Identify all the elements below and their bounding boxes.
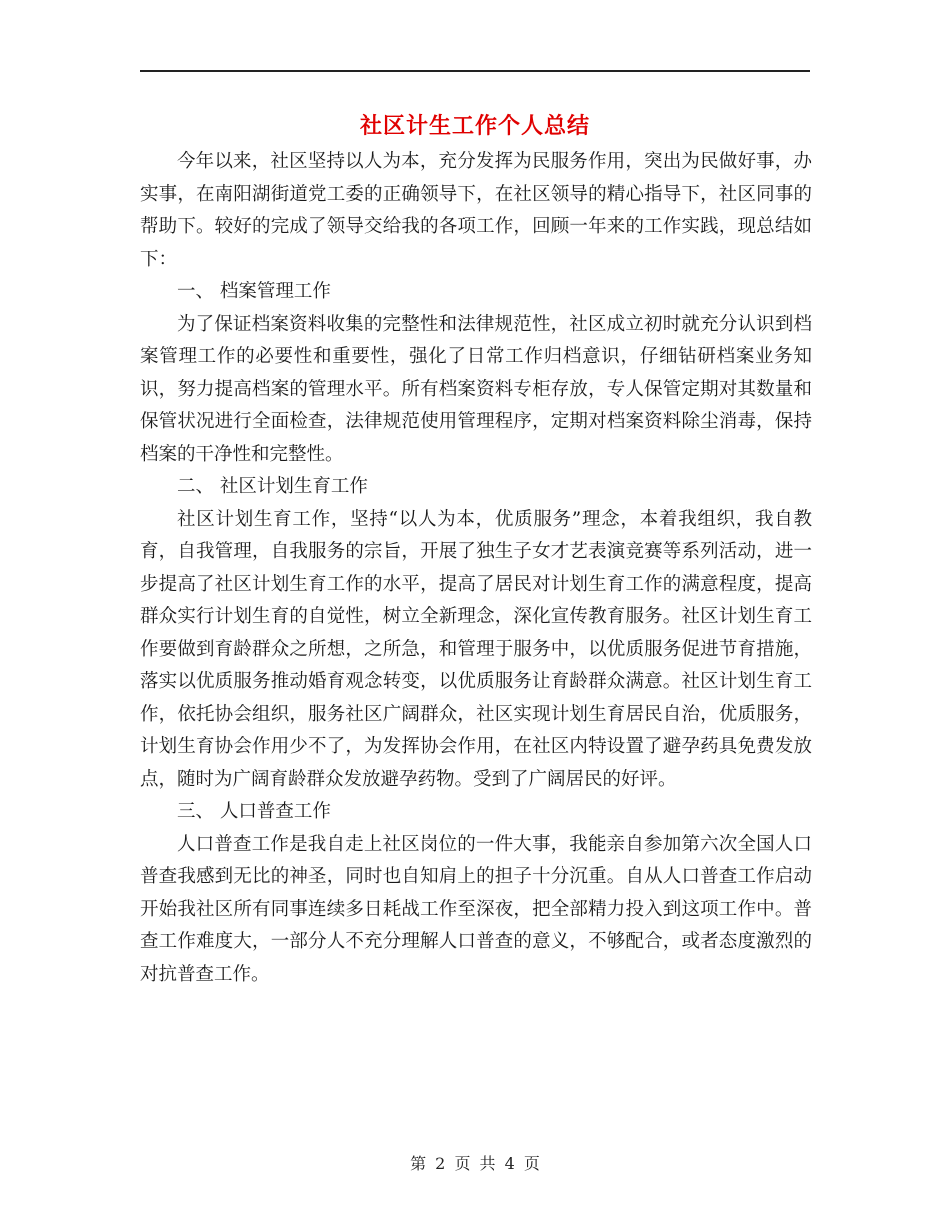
header-rule <box>140 70 810 72</box>
paragraph-census: 人口普查工作是我自走上社区岗位的一件大事，我能亲自参加第六次全国人口普查我感到无比的神圣，同时也自知肩上的担子十分沉重。自从人口普查工作启动开始我社区所有同事连续多日耗战工作至深夜，把全部精力投入到这项工作中。普查工作难度大，一部分人不充分理解人口普查的意义，不够配合，或者态度激烈的对抗普查工作。 <box>140 833 812 985</box>
paragraph-archives: 为了保证档案资料收集的完整性和法律规范性，社区成立初时就充分认识到档案管理工作的必要性和重要性，强化了日常工作归档意识，仔细钻研档案业务知识，努力提高档案的管理水平。所有档案资料专柜存放，专人保管定期对其数量和保管状况进行全面检查，法律规范使用管理程序，定期对档案资料除尘消毒，保持档案的干净性和完整性。 <box>140 313 812 465</box>
document-title: 社区计生工作个人总结 <box>359 113 590 139</box>
section-heading-archives: 一、 档案管理工作 <box>177 281 331 302</box>
section-heading-family-planning: 二、 社区计划生育工作 <box>177 476 368 497</box>
page-number-footer: 第 2 页 共 4 页 <box>410 1154 540 1173</box>
paragraph-family-planning: 社区计划生育工作，坚持“以人为本，优质服务”理念，本着我组织，我自教育，自我管理，自我服务的宗旨，开展了独生子女才艺表演竞赛等系列活动，进一步提高了社区计划生育工作的水平，提高了居民对计划生育工作的满意程度，提高群众实行计划生育的自觉性，树立全新理念，深化宣传教育服务。社区计划生育工作要做到育龄群众之所想，之所急，和管理于服务中，以优质服务促进节育措施，落实以优质服务推动婚育观念转变，以优质服务让育龄群众满意。社区计划生育工作，依托协会组织，服务社区广阔群众，社区实现计划生育居民自治，优质服务，计划生育协会作用少不了，为发挥协会作用，在社区内特设置了避孕药具免费发放点，随时为广阔育龄群众发放避孕药物。受到了广阔居民的好评。 <box>140 508 812 790</box>
document-body <box>140 146 812 991</box>
section-heading-census: 三、 人口普查工作 <box>177 801 331 822</box>
paragraph-intro: 今年以来，社区坚持以人为本，充分发挥为民服务作用，突出为民做好事，办实事，在南阳湖街道党工委的正确领导下，在社区领导的精心指导下，社区同事的帮助下。较好的完成了领导交给我的各项工作，回顾一年来的工作实践，现总结如下： <box>140 151 812 270</box>
